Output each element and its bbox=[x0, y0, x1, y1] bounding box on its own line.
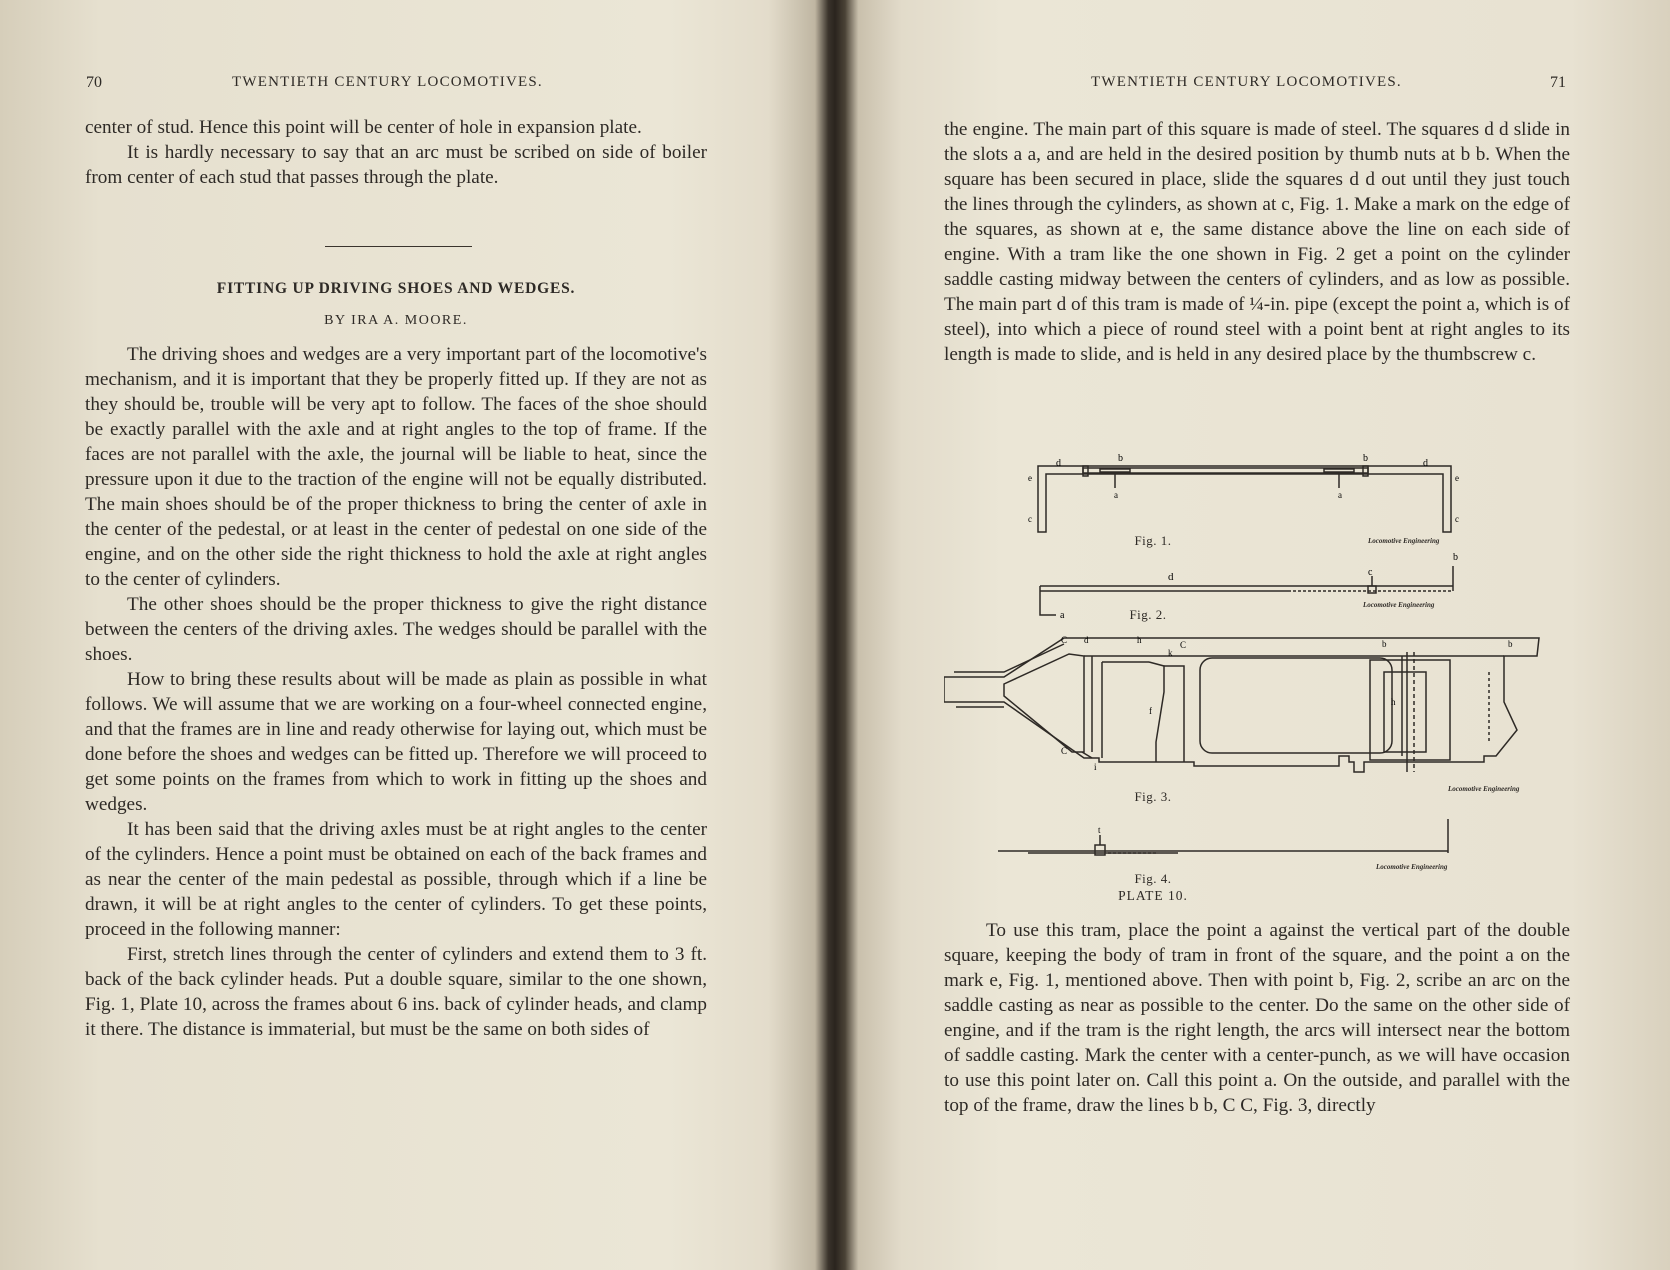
fig3-label-k: k bbox=[1168, 648, 1173, 658]
section-divider bbox=[325, 246, 472, 247]
intro-paragraph: center of stud. Hence this point will be center of hole in expansion plate. bbox=[85, 117, 642, 138]
fig4-label-t: t bbox=[1098, 825, 1101, 835]
article-body-right-bottom bbox=[944, 918, 1570, 1118]
fig2-credit: Locomotive Engineering bbox=[1363, 601, 1435, 609]
body-paragraph: First, stretch lines through the center of cylinders and extend them to 3 ft. back of the back cylinder heads. Put a double square, similar to the one shown, Fig. 1, Plate 10, across the frames about 6 ins. back of cylinder heads, and clamp it there. The distance is immaterial, but must be the same on both sides of bbox=[85, 944, 707, 1040]
fig3-frame-drawing bbox=[944, 632, 1544, 787]
fig2-label-c: c bbox=[1368, 567, 1373, 578]
fig3-label-b: b bbox=[1382, 639, 1387, 649]
fig3-label-i: i bbox=[1094, 762, 1097, 772]
fig3-label-h: h bbox=[1391, 697, 1396, 707]
fig1-label-b: b bbox=[1363, 453, 1368, 464]
fig2-caption: Fig. 2. bbox=[1129, 607, 1167, 622]
fig1-double-square-drawing bbox=[1028, 450, 1468, 540]
fig4-credit: Locomotive Engineering bbox=[1376, 863, 1448, 871]
fig2-label-a: a bbox=[1060, 610, 1065, 621]
fig1-label-d: d bbox=[1056, 458, 1061, 469]
body-paragraph: How to bring these results about will be made as plain as possible in what follows. We will assume that we are working on a four-wheel connected engine, and that the frames are in line and ready otherwise for laying out, which must be done before the shoes and wedges can be fitted up. Therefore we will proceed to get some points on the frames from which to work in fitting up the shoes and wedges. bbox=[85, 669, 707, 815]
fig1-label-e: e bbox=[1028, 473, 1032, 483]
running-head-left: TWENTIETH CENTURY LOCOMOTIVES. bbox=[232, 74, 543, 90]
body-paragraph: The driving shoes and wedges are a very important part of the locomotive's mechanism, and it is important that they be properly fitted up. If they are not as they should be, trouble will be very apt to follow. The faces of the shoe should be exactly parallel with the axle and at right angles to the top of frame. If the faces are not parallel with the axle, the journal will be liable to heat, since the pressure upon it due to the traction of the engine will not be equally distributed. The main shoes should be of the proper thickness to bring the center of axle in the center of the pedestal, or at least in the center of pedestal on one side of the engine, and on the other side the right thickness to hold the axle at right angles to the center of cylinders. bbox=[85, 344, 707, 590]
fig1-credit: Locomotive Engineering bbox=[1368, 537, 1440, 545]
page-number-left: 70 bbox=[86, 74, 102, 91]
fig1-label-d: d bbox=[1423, 458, 1428, 469]
body-paragraph: To use this tram, place the point a against the vertical part of the double square, keeping the body of tram in front of the square, and the point a on the mark e, Fig. 1, mentioned above. Then with point b, Fig. 2, scribe an arc on the saddle casting as near as possible to the center. Do the same on the other side of engine, and if the tram is the right length, the arcs will intersect near the bottom of saddle casting. Mark the center with a center-punch, as we will have occasion to use this point later on. Call this point a. On the outside, and parallel with the top of the frame, draw the lines b b, C C, Fig. 3, directly bbox=[944, 920, 1570, 1116]
body-paragraph: The other shoes should be the proper thickness to give the right distance between the centers of the driving axles. The wedges should be parallel with the shoes. bbox=[85, 594, 707, 665]
fig4-caption: Fig. 4. bbox=[1134, 871, 1172, 886]
left-page bbox=[0, 0, 810, 1270]
body-paragraph: It has been said that the driving axles must be at right angles to the center of the cylinders. Hence a point must be obtained on each of the back frames and as near the center of the main pedestal as possible, through which if a line be drawn, it will be at right angles to the center of cylinders. To get these points, proceed in the following manner: bbox=[85, 819, 707, 940]
fig1-label-b: b bbox=[1118, 453, 1123, 464]
fig3-caption: Fig. 3. bbox=[1134, 789, 1172, 804]
fig1-label-c: c bbox=[1028, 514, 1032, 524]
right-page bbox=[858, 0, 1670, 1270]
intro-text bbox=[85, 115, 707, 190]
intro-paragraph: It is hardly necessary to say that an arc must be scribed on side of boiler from center of each stud that passes through the plate. bbox=[85, 142, 707, 188]
fig3-label-d: d bbox=[1084, 635, 1089, 645]
fig3-label-h: h bbox=[1137, 635, 1142, 645]
plate-caption: PLATE 10. bbox=[1118, 888, 1188, 903]
page-number-right: 71 bbox=[1550, 74, 1566, 91]
fig3-label-C: C bbox=[1061, 746, 1068, 756]
fig1-label-a: a bbox=[1338, 490, 1342, 500]
fig3-label-C: C bbox=[1061, 635, 1068, 645]
article-byline: BY IRA A. MOORE. bbox=[324, 313, 468, 328]
fig1-caption: Fig. 1. bbox=[1134, 533, 1172, 548]
fig3-credit: Locomotive Engineering bbox=[1448, 785, 1520, 793]
running-head-right: TWENTIETH CENTURY LOCOMOTIVES. bbox=[1091, 74, 1402, 90]
article-title: FITTING UP DRIVING SHOES AND WEDGES. bbox=[216, 280, 576, 297]
article-body-left bbox=[85, 342, 707, 1042]
fig1-label-c: c bbox=[1455, 514, 1459, 524]
fig1-label-a: a bbox=[1114, 490, 1118, 500]
fig2-label-b: b bbox=[1453, 552, 1458, 563]
fig2-label-d: d bbox=[1168, 571, 1174, 583]
fig3-label-f: f bbox=[1149, 706, 1152, 716]
fig3-label-C: C bbox=[1180, 640, 1187, 650]
article-body-right-top bbox=[944, 117, 1570, 367]
body-paragraph: the engine. The main part of this square is made of steel. The squares d d slide in the slots a a, and are held in the desired position by thumb nuts at b b. When the square has been secured in place, slide the squares d d out until they just touch the lines through the cylinders, as shown at c, Fig. 1. Make a mark on the edge of the squares, as shown at e, the same distance above the line on each side of engine. With a tram like the one shown in Fig. 2 get a point on the cylinder saddle casting midway between the centers of cylinders, and as low as possible. The main part d of this tram is made of ¼-in. pipe (except the point a, which is of steel), into which a piece of round steel with a point bent at right angles to its length is made to slide, and is held in any desired place by the thumbscrew c. bbox=[944, 119, 1570, 365]
fig3-label-b: b bbox=[1508, 639, 1513, 649]
fig4-tram-drawing bbox=[998, 815, 1458, 860]
fig1-label-e: e bbox=[1455, 473, 1459, 483]
